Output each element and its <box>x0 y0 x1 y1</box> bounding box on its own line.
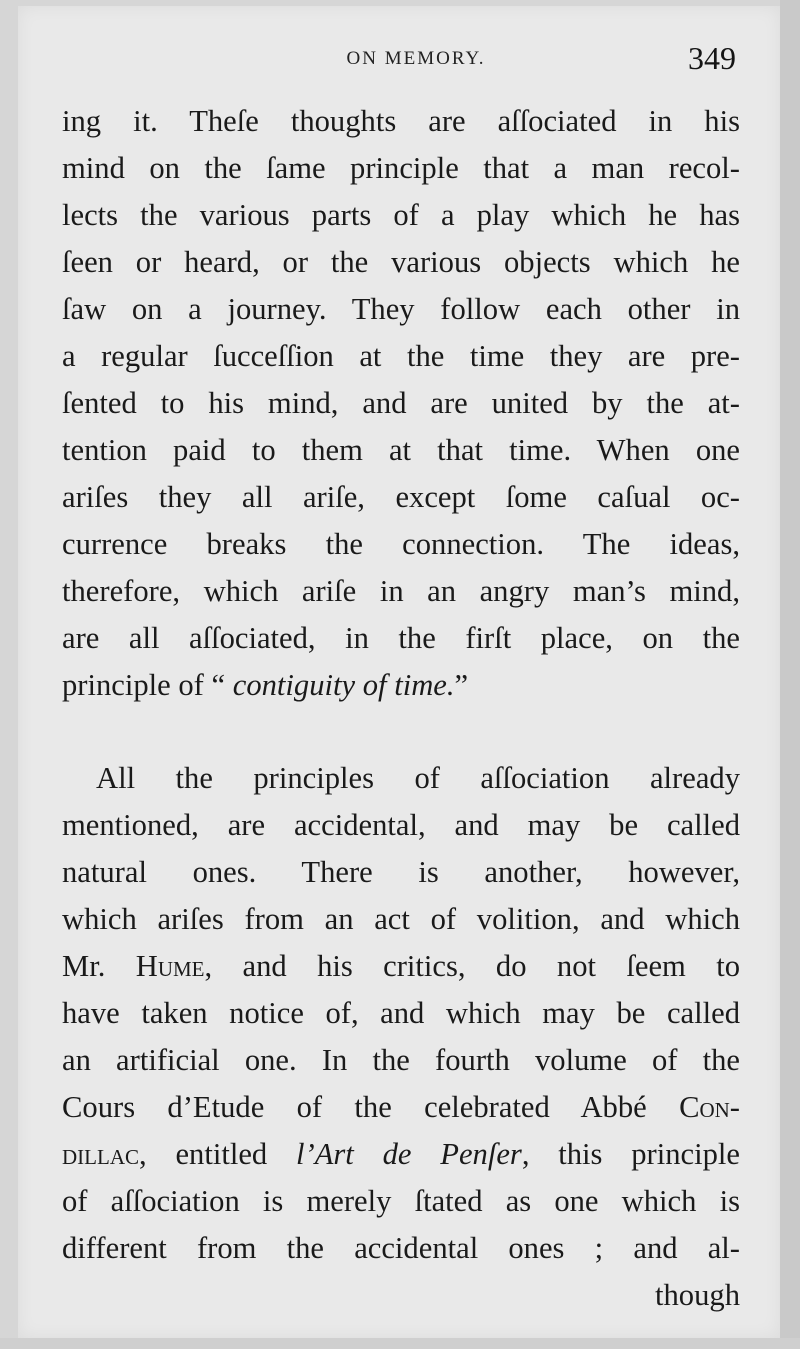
text-run: ariſes they all ariſe, except ſome caſual oc- <box>62 480 740 514</box>
text-line <box>62 990 740 1037</box>
italic-text: l’Art de Penſer <box>296 1137 522 1171</box>
text-line <box>62 1178 740 1225</box>
text-line <box>62 662 740 709</box>
text-run: are all aſſociated, in the firſt place, on the <box>62 621 740 655</box>
text-line <box>62 192 740 239</box>
text-line <box>62 333 740 380</box>
text-line <box>62 1131 740 1178</box>
text-line <box>62 896 740 943</box>
text-line <box>62 239 740 286</box>
text-run: , entitled <box>139 1137 296 1171</box>
text-run: an artificial one. In the fourth volume of the <box>62 1043 740 1077</box>
text-run: Cours d’Etude of the celebrated Abbé <box>62 1090 680 1124</box>
text-run: natural ones. There is another, however, <box>62 855 740 889</box>
italic-text: contiguity of time. <box>232 668 455 702</box>
text-line <box>62 802 740 849</box>
text-line <box>62 943 740 990</box>
text-run: , and his critics, do not ſeem to <box>204 949 741 983</box>
text-line <box>62 380 740 427</box>
text-run: a regular ſucceſſion at the time they are pre- <box>62 339 740 373</box>
text-line <box>62 849 740 896</box>
text-run: currence breaks the connection. The ideas, <box>62 527 740 561</box>
small-caps-text: dillac <box>62 1137 139 1171</box>
page-edge-right <box>780 0 800 1349</box>
text-run: Mr. <box>62 949 136 983</box>
text-line <box>62 427 740 474</box>
text-run: ” <box>454 668 469 702</box>
text-run: All the principles of aſſociation already <box>96 761 740 795</box>
text-run: therefore, which ariſe in an angry man’s mind, <box>62 574 740 608</box>
text-line <box>62 1225 740 1272</box>
text-line <box>62 1272 740 1319</box>
text-line <box>62 474 740 521</box>
text-line <box>62 755 740 802</box>
text-line <box>62 615 740 662</box>
page-number: 349 <box>688 40 736 76</box>
text-line <box>62 98 740 145</box>
text-run: though <box>655 1278 740 1312</box>
page-content <box>62 38 740 1319</box>
text-run: tention paid to them at that time. When one <box>62 433 740 467</box>
paragraph <box>62 98 740 709</box>
text-line <box>62 568 740 615</box>
text-line <box>62 286 740 333</box>
text-run: mentioned, are accidental, and may be called <box>62 808 740 842</box>
paragraph <box>62 755 740 1319</box>
text-run: of aſſociation is merely ſtated as one which is <box>62 1184 740 1218</box>
text-run: ſented to his mind, and are united by the at- <box>62 386 740 420</box>
text-line <box>62 145 740 192</box>
running-head: ON MEMORY. <box>346 48 486 69</box>
body-text <box>62 98 740 1319</box>
text-run: which ariſes from an act of volition, and which <box>62 902 740 936</box>
page-edge-bottom <box>0 1338 800 1349</box>
text-run: , this principle <box>521 1137 740 1171</box>
text-run: lects the various parts of a play which he has <box>62 198 740 232</box>
text-run: have taken notice of, and which may be called <box>62 996 740 1030</box>
page-header <box>62 38 740 98</box>
text-line <box>62 1084 740 1131</box>
text-line <box>62 1037 740 1084</box>
text-run: ſaw on a journey. They follow each other in <box>62 292 740 326</box>
text-run: mind on the ſame principle that a man recol- <box>62 151 740 185</box>
small-caps-text: Con- <box>679 1090 740 1124</box>
text-run: principle of “ <box>62 668 233 702</box>
text-line <box>62 521 740 568</box>
paragraph-gap <box>62 709 740 755</box>
small-caps-text: Hume <box>135 949 205 983</box>
text-run: ing it. Theſe thoughts are aſſociated in his <box>62 104 740 138</box>
text-run: different from the accidental ones ; and al- <box>62 1231 740 1265</box>
text-run: ſeen or heard, or the various objects which he <box>62 245 740 279</box>
